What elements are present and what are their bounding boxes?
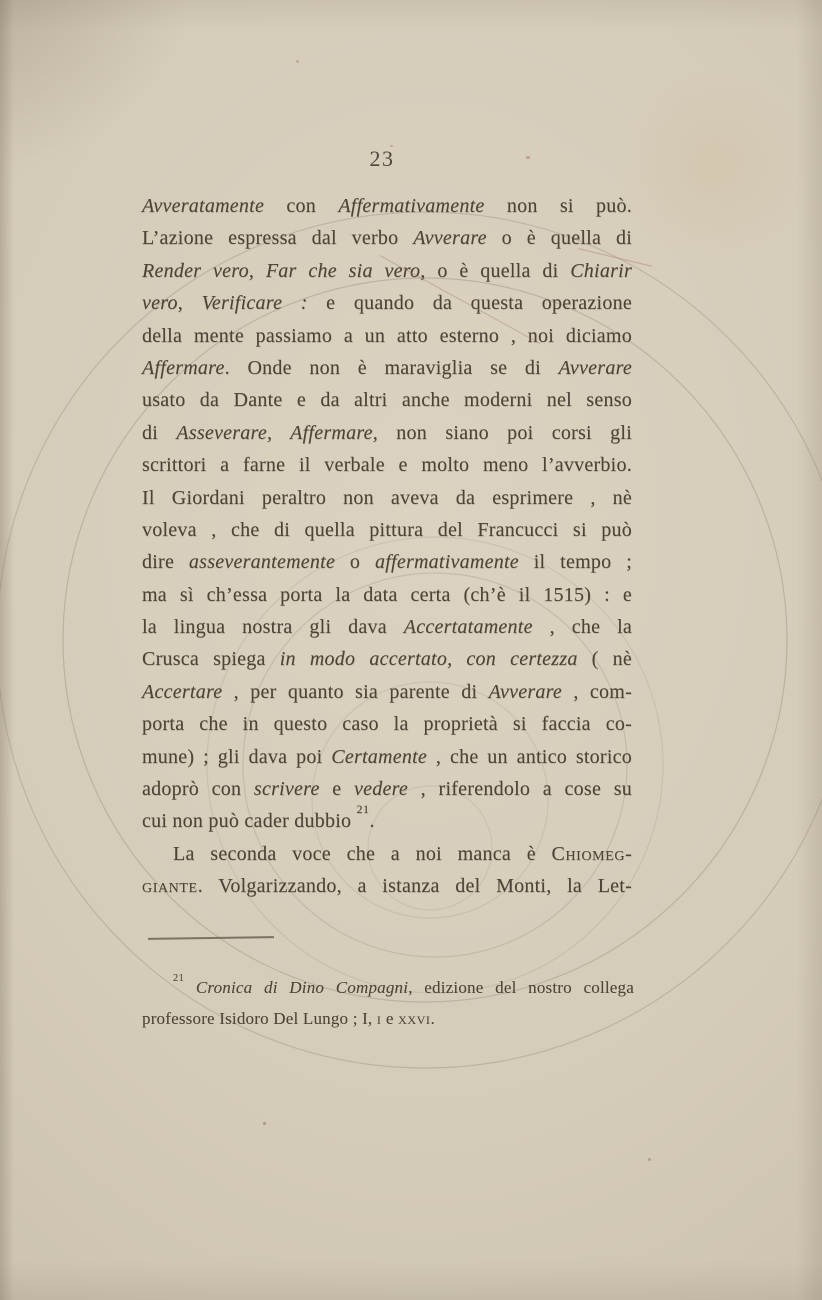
footnote-block [142,972,634,1034]
text-line: Accertare , per quanto sia parente di Avverare , com- [142,680,633,703]
text-line: Il Giordani peraltro non aveva da esprimere , nè [142,486,632,509]
text-line: la lingua nostra gli dava Accertatamente , che la [142,616,633,639]
text-line: mune) ; gli dava poi Certamente , che un antico storico [142,745,633,768]
text-line: di Asseverare, Affermare, non siano poi corsi gli [142,421,633,444]
text-line: voleva , che di quella pittura del Francucci si può [142,518,632,541]
main-text-block [142,190,632,903]
text-line: della mente passiamo a un atto esterno , noi diciamo [142,324,632,347]
paper-speck [263,1122,266,1125]
text-line: L’azione espressa dal verbo Avverare o è quella di [142,227,632,250]
text-line: scrittori a farne il verbale e molto meno l’avverbio. [142,454,632,477]
text-line: La seconda voce che a noi manca è Chiomeg- [173,842,632,865]
page-number: 23 [369,146,395,171]
text-line: $^{21}$ Cronica di Dino Compagni, edizione del nostro collega [173,972,634,997]
text-line: porta che in questo caso la proprietà si faccia co- [142,713,632,736]
text-line: vero, Verificare : e quando da questa operazione [142,292,632,315]
footnote-separator-rule [148,936,274,939]
text-line: adoprò con scrivere e vedere , riferendolo a cose su [142,778,632,801]
text-line: professore Isidoro Del Lungo ; I, i e xxvi. [142,1009,435,1028]
paper-speck [648,1158,651,1161]
text-line: dire asseverantemente o affermativamente il tempo ; [142,551,633,574]
text-line: Crusca spiega in modo accertato, con certezza ( nè [142,648,632,671]
text-line: cui non può cader dubbio $^{21}$. [142,802,375,833]
paper-speck [296,60,299,63]
text-line: Affermare. Onde non è maraviglia se di Avverare [142,356,632,379]
text-line: giante. Volgarizzando, a istanza del Monti, la Let- [142,875,632,898]
text-line: Avveratamente con Affermativamente non si può. [142,195,632,217]
text-line: usato da Dante e da altri anche moderni nel senso [142,389,632,412]
text-line: Render vero, Far che sia vero, o è quella di Chiarir [142,259,632,282]
text-line: ma sì ch’essa porta la data certa (ch’è il 1515) : e [142,583,632,606]
